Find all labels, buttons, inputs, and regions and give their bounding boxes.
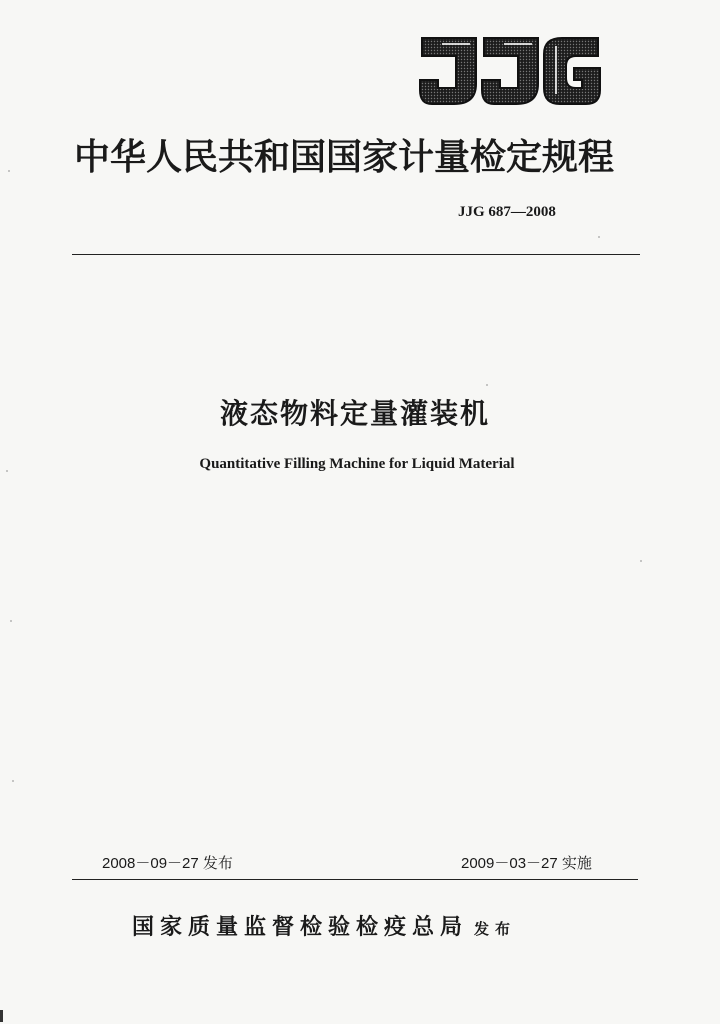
jjg-logo xyxy=(418,34,604,108)
logo-text: JJG xyxy=(418,34,420,35)
document-title-chinese-text: 液态物料定量灌装机 xyxy=(219,397,490,430)
issuer-verb: 发布 xyxy=(474,920,517,938)
logo-letter-g xyxy=(544,38,600,104)
top-divider xyxy=(72,254,640,255)
bottom-divider xyxy=(72,879,638,880)
document-title-english-text: Quantitative Filling Machine for Liquid Material xyxy=(199,456,515,472)
logo-letter-j-first xyxy=(420,38,476,104)
scan-speck xyxy=(6,470,8,472)
scan-speck xyxy=(10,620,12,622)
scan-speck xyxy=(598,236,600,238)
scan-speck xyxy=(8,170,10,172)
regulation-series-title: 中华人民共和国国家计量检定规程 xyxy=(74,136,615,178)
document-title-english xyxy=(0,456,720,473)
implementation-date: 2009－03－27 实施 xyxy=(461,855,592,872)
standard-code: JJG 687—2008 xyxy=(458,204,556,220)
scan-speck xyxy=(12,780,14,782)
document-title-chinese xyxy=(0,392,720,432)
scan-speck xyxy=(640,560,642,562)
issue-date: 2008－09－27 发布 xyxy=(102,855,233,872)
scan-edge-mark xyxy=(0,1010,3,1022)
scan-speck xyxy=(486,384,488,386)
issuing-authority xyxy=(132,910,516,941)
logo-letter-j-second xyxy=(482,38,538,104)
issuer-organization: 国家质量监督检验检疫总局 xyxy=(132,914,469,940)
